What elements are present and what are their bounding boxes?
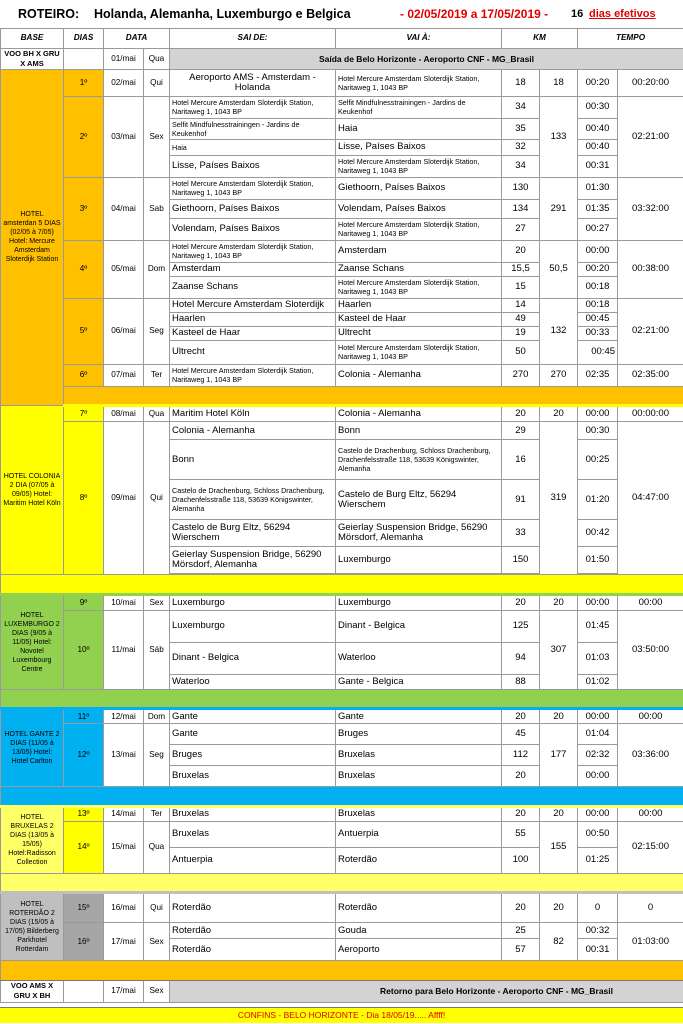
leg-time: 00:33 xyxy=(578,326,618,340)
leg-km: 14 xyxy=(502,298,540,312)
day-number: 12º xyxy=(64,724,104,787)
leg-time: 02:35 xyxy=(578,364,618,386)
day-km: 307 xyxy=(540,610,578,689)
base-amsterdam: HOTEL amsterdan 5 DIAS (02/05 à 7/05) Hotel: Mercure Amsterdam Sloterdijk Station xyxy=(1,69,64,406)
leg-km: 45 xyxy=(502,724,540,745)
leg-from: Geierlay Suspension Bridge, 56290 Mörsdorf, Alemanha xyxy=(170,547,336,574)
table-row xyxy=(1,69,683,96)
leg-from: Bruxelas xyxy=(170,821,336,847)
leg-to: Bruges xyxy=(336,724,502,745)
day-km: 155 xyxy=(540,821,578,873)
table-row xyxy=(1,298,683,312)
base-luxemburgo: HOTEL LUXEMBURGO 2 DIAS (9/05 à 11/05) Hotel: Novotel Luxembourg Centre xyxy=(1,594,64,689)
day-date: 15/mai xyxy=(104,821,144,873)
leg-to: Dinant - Belgica xyxy=(336,610,502,642)
day-time: 00:00 xyxy=(618,806,683,821)
leg-from: Luxemburgo xyxy=(170,610,336,642)
leg-time: 01:35 xyxy=(578,199,618,218)
table-row xyxy=(1,177,683,199)
leg-to: Luxemburgo xyxy=(336,594,502,610)
leg-to: Aeroporto xyxy=(336,939,502,961)
header-tempo: TEMPO xyxy=(578,29,683,49)
day-date: 05/mai xyxy=(104,240,144,298)
leg-from: Hotel Mercure Amsterdam Sloterdijk Station, Naritaweg 1, 1043 BP xyxy=(170,177,336,199)
leg-from: Gante xyxy=(170,724,336,745)
page-title xyxy=(0,0,683,28)
day-dow: Ter xyxy=(144,364,170,386)
day-km: 20 xyxy=(540,806,578,821)
leg-time: 00:40 xyxy=(578,139,618,155)
separator xyxy=(1,575,683,595)
table-row xyxy=(1,923,683,939)
leg-from: Bonn xyxy=(170,440,336,480)
leg-to: Kasteel de Haar xyxy=(336,312,502,326)
flight-out-dow: Qua xyxy=(144,48,170,69)
leg-from: Kasteel de Haar xyxy=(170,326,336,340)
day-time: 00:20:00 xyxy=(618,69,683,96)
leg-km: 270 xyxy=(502,364,540,386)
leg-time: 01:20 xyxy=(578,480,618,520)
leg-km: 91 xyxy=(502,480,540,520)
table-row xyxy=(1,724,683,745)
day-number: 16º xyxy=(64,923,104,961)
base-gante: HOTEL GANTE 2 DIAS (11/05 à 13/05) Hotel: Hotel Carlton xyxy=(1,709,64,787)
table-row xyxy=(1,806,683,821)
leg-time: 00:30 xyxy=(578,422,618,440)
leg-to: Colonia - Alemanha xyxy=(336,406,502,422)
leg-to: Bruxelas xyxy=(336,806,502,821)
day-date: 10/mai xyxy=(104,594,144,610)
leg-to: Hotel Mercure Amsterdam Sloterdijk Station, Naritaweg 1, 1043 BP xyxy=(336,340,502,364)
leg-from: Castelo de Burg Eltz, 56294 Wierschem xyxy=(170,520,336,547)
leg-to: Castelo de Drachenburg, Schloss Drachenburg, Drachenfelsstraße 118, 53639 Königswinter, Alemanha xyxy=(336,440,502,480)
leg-from: Dinant - Belgica xyxy=(170,642,336,674)
leg-to: Gouda xyxy=(336,923,502,939)
leg-to: Hotel Mercure Amsterdam Sloterdijk Station, Naritaweg 1, 1043 BP xyxy=(336,218,502,240)
day-number: 8º xyxy=(64,422,104,575)
leg-km: 15,5 xyxy=(502,262,540,276)
leg-km: 18 xyxy=(502,69,540,96)
day-dow: Dom xyxy=(144,240,170,298)
day-time: 00:00:00 xyxy=(618,406,683,422)
leg-from: Amsterdam xyxy=(170,262,336,276)
leg-to: Selfit Mindfulnesstrainingen - Jardins de Keukenhof xyxy=(336,96,502,118)
day-number: 13º xyxy=(64,806,104,821)
leg-km: 20 xyxy=(502,240,540,262)
leg-time: 00:40 xyxy=(578,118,618,139)
day-dow: Sab xyxy=(144,177,170,240)
leg-time: 01:25 xyxy=(578,847,618,873)
footer-banner: CONFINS - BELO HORIZONTE - Dia 18/05/19..... Affff! xyxy=(0,1007,683,1023)
day-time: 04:47:00 xyxy=(618,422,683,575)
day-km: 82 xyxy=(540,923,578,961)
day-km: 20 xyxy=(540,893,578,923)
day-date: 08/mai xyxy=(104,406,144,422)
table-row xyxy=(1,240,683,262)
day-date: 03/mai xyxy=(104,96,144,177)
day-number: 14º xyxy=(64,821,104,873)
leg-to: Luxemburgo xyxy=(336,547,502,574)
day-km: 132 xyxy=(540,298,578,364)
leg-km: 88 xyxy=(502,674,540,689)
day-dow: Qua xyxy=(144,406,170,422)
day-dow: Seg xyxy=(144,298,170,364)
leg-km: 134 xyxy=(502,199,540,218)
base-roterdao: HOTEL ROTERDÃO 2 DIAS (15/05 à 17/05) Bilderberg Parkhotel Rotterdam xyxy=(1,893,64,961)
leg-from: Bruxelas xyxy=(170,806,336,821)
day-km: 177 xyxy=(540,724,578,787)
leg-from: Lisse, Países Baixos xyxy=(170,155,336,177)
day-dow: Sex xyxy=(144,96,170,177)
separator xyxy=(1,961,683,981)
day-date: 14/mai xyxy=(104,806,144,821)
leg-from: Colonia - Alemanha xyxy=(170,422,336,440)
leg-from: Antuerpia xyxy=(170,847,336,873)
leg-to: Roterdão xyxy=(336,893,502,923)
day-km: 133 xyxy=(540,96,578,177)
day-time: 00:00 xyxy=(618,709,683,724)
leg-from: Roterdão xyxy=(170,939,336,961)
day-number: 10º xyxy=(64,610,104,689)
leg-to: Waterloo xyxy=(336,642,502,674)
day-km: 291 xyxy=(540,177,578,240)
day-km: 319 xyxy=(540,422,578,575)
leg-from: Giethoorn, Países Baixos xyxy=(170,199,336,218)
day-time: 0 xyxy=(618,893,683,923)
day-dow: Sex xyxy=(144,594,170,610)
leg-to: Amsterdam xyxy=(336,240,502,262)
leg-km: 20 xyxy=(502,806,540,821)
day-dow: Sáb xyxy=(144,610,170,689)
leg-from: Hotel Mercure Amsterdam Sloterdijk Station, Naritaweg 1, 1043 BP xyxy=(170,364,336,386)
leg-from: Roterdão xyxy=(170,893,336,923)
leg-from: Hotel Mercure Amsterdam Sloterdijk Station, Naritaweg 1, 1043 BP xyxy=(170,96,336,118)
day-km: 50,5 xyxy=(540,240,578,298)
leg-km: 150 xyxy=(502,547,540,574)
leg-to: Gante xyxy=(336,709,502,724)
separator xyxy=(1,386,683,406)
leg-km: 32 xyxy=(502,139,540,155)
leg-to: Hotel Mercure Amsterdam Sloterdijk Station, Naritaweg 1, 1043 BP xyxy=(336,155,502,177)
table-row xyxy=(1,610,683,642)
day-time: 00:38:00 xyxy=(618,240,683,298)
day-date: 13/mai xyxy=(104,724,144,787)
day-time: 00:00 xyxy=(618,594,683,610)
leg-time: 00:18 xyxy=(578,276,618,298)
header-dias: DIAS xyxy=(64,29,104,49)
separator xyxy=(1,689,683,709)
title-days-label: dias efetivos xyxy=(589,8,656,20)
day-dow: Qui xyxy=(144,69,170,96)
table-row xyxy=(1,422,683,440)
leg-time: 00:32 xyxy=(578,923,618,939)
table-row xyxy=(1,364,683,386)
table-row xyxy=(1,406,683,422)
day-date: 07/mai xyxy=(104,364,144,386)
day-dow: Ter xyxy=(144,806,170,821)
day-time: 02:35:00 xyxy=(618,364,683,386)
leg-from: Haia xyxy=(170,139,336,155)
table-row xyxy=(1,96,683,118)
leg-km: 34 xyxy=(502,96,540,118)
leg-to: Antuerpia xyxy=(336,821,502,847)
leg-to: Hotel Mercure Amsterdam Sloterdijk Station, Naritaweg 1, 1043 BP xyxy=(336,276,502,298)
header-base: BASE xyxy=(1,29,64,49)
flight-back-date: 17/mai xyxy=(104,980,144,1002)
separator xyxy=(1,873,683,893)
leg-km: 27 xyxy=(502,218,540,240)
leg-time: 00:00 xyxy=(578,240,618,262)
leg-time: 00:45 xyxy=(578,340,618,364)
leg-time: 00:25 xyxy=(578,440,618,480)
flight-out-date: 01/mai xyxy=(104,48,144,69)
leg-from: Bruges xyxy=(170,745,336,766)
leg-from: Selfit Mindfulnesstrainingen - Jardins de Keukenhof xyxy=(170,118,336,139)
leg-km: 33 xyxy=(502,520,540,547)
day-date: 12/mai xyxy=(104,709,144,724)
leg-to: Gante - Belgica xyxy=(336,674,502,689)
day-date: 11/mai xyxy=(104,610,144,689)
leg-km: 130 xyxy=(502,177,540,199)
day-time: 02:21:00 xyxy=(618,96,683,177)
leg-from: Ultrecht xyxy=(170,340,336,364)
leg-time: 01:30 xyxy=(578,177,618,199)
leg-time: 0 xyxy=(578,893,618,923)
day-number: 1º xyxy=(64,69,104,96)
leg-time: 01:04 xyxy=(578,724,618,745)
day-date: 06/mai xyxy=(104,298,144,364)
day-time: 03:32:00 xyxy=(618,177,683,240)
leg-km: 25 xyxy=(502,923,540,939)
leg-to: Geierlay Suspension Bridge, 56290 Mörsdorf, Alemanha xyxy=(336,520,502,547)
leg-time: 00:50 xyxy=(578,821,618,847)
leg-from: Haarlen xyxy=(170,312,336,326)
leg-km: 16 xyxy=(502,440,540,480)
leg-to: Hotel Mercure Amsterdam Sloterdijk Station, Naritaweg 1, 1043 BP xyxy=(336,69,502,96)
leg-km: 50 xyxy=(502,340,540,364)
leg-from: Maritim Hotel Köln xyxy=(170,406,336,422)
leg-from: Volendam, Países Baixos xyxy=(170,218,336,240)
leg-time: 00:00 xyxy=(578,806,618,821)
day-date: 16/mai xyxy=(104,893,144,923)
day-number: 3º xyxy=(64,177,104,240)
title-route: Holanda, Alemanha, Luxemburgo e Belgica xyxy=(94,7,351,21)
leg-km: 29 xyxy=(502,422,540,440)
day-number: 5º xyxy=(64,298,104,364)
day-number: 4º xyxy=(64,240,104,298)
leg-km: 57 xyxy=(502,939,540,961)
leg-km: 15 xyxy=(502,276,540,298)
flight-back-text: Retorno para Belo Horizonte - Aeroporto CNF - MG_Brasil xyxy=(170,980,683,1002)
leg-km: 34 xyxy=(502,155,540,177)
leg-km: 19 xyxy=(502,326,540,340)
day-km: 270 xyxy=(540,364,578,386)
leg-from: Hotel Mercure Amsterdam Sloterdijk Station, Naritaweg 1, 1043 BP xyxy=(170,240,336,262)
day-time: 01:03:00 xyxy=(618,923,683,961)
day-date: 09/mai xyxy=(104,422,144,575)
flight-out-text: Saída de Belo Horizonte - Aeroporto CNF - MG_Brasil xyxy=(170,48,683,69)
leg-from: Aeroporto AMS - Amsterdam - Holanda xyxy=(170,69,336,96)
leg-km: 100 xyxy=(502,847,540,873)
leg-km: 94 xyxy=(502,642,540,674)
separator xyxy=(1,787,683,807)
itinerary-table xyxy=(0,28,683,1003)
leg-time: 00:00 xyxy=(578,766,618,787)
base-colonia: HOTEL COLONIA 2 DIA (07/05 à 09/05) Hotel: Maritim Hotel Köln xyxy=(1,406,64,575)
day-dow: Sex xyxy=(144,923,170,961)
day-km: 18 xyxy=(540,69,578,96)
leg-from: Zaanse Schans xyxy=(170,276,336,298)
leg-to: Bruxelas xyxy=(336,745,502,766)
table-row xyxy=(1,594,683,610)
leg-time: 00:45 xyxy=(578,312,618,326)
day-dow: Qua xyxy=(144,821,170,873)
table-row xyxy=(1,821,683,847)
flight-back-row xyxy=(1,980,683,1002)
day-time: 02:21:00 xyxy=(618,298,683,364)
day-dow: Qui xyxy=(144,893,170,923)
day-date: 02/mai xyxy=(104,69,144,96)
leg-from: Hotel Mercure Amsterdam Sloterdijk xyxy=(170,298,336,312)
leg-time: 00:18 xyxy=(578,298,618,312)
flight-back-dow: Sex xyxy=(144,980,170,1002)
leg-time: 00:00 xyxy=(578,709,618,724)
leg-time: 00:30 xyxy=(578,96,618,118)
leg-to: Lisse, Países Baixos xyxy=(336,139,502,155)
leg-to: Castelo de Burg Eltz, 56294 Wierschem xyxy=(336,480,502,520)
flight-out-row xyxy=(1,48,683,69)
leg-to: Haia xyxy=(336,118,502,139)
table-row xyxy=(1,709,683,724)
leg-to: Haarlen xyxy=(336,298,502,312)
day-date: 04/mai xyxy=(104,177,144,240)
leg-to: Roterdão xyxy=(336,847,502,873)
leg-km: 49 xyxy=(502,312,540,326)
leg-from: Bruxelas xyxy=(170,766,336,787)
leg-time: 01:03 xyxy=(578,642,618,674)
leg-time: 00:20 xyxy=(578,69,618,96)
leg-time: 00:42 xyxy=(578,520,618,547)
header-data: DATA xyxy=(104,29,170,49)
leg-km: 20 xyxy=(502,406,540,422)
leg-time: 00:27 xyxy=(578,218,618,240)
day-date: 17/mai xyxy=(104,923,144,961)
day-number: 11º xyxy=(64,709,104,724)
header-vai-a: VAI À: xyxy=(336,29,502,49)
leg-to: Zaanse Schans xyxy=(336,262,502,276)
leg-to: Giethoorn, Países Baixos xyxy=(336,177,502,199)
leg-km: 20 xyxy=(502,594,540,610)
leg-time: 01:50 xyxy=(578,547,618,574)
day-dow: Dom xyxy=(144,709,170,724)
header-row xyxy=(1,29,683,49)
leg-to: Bonn xyxy=(336,422,502,440)
day-number: 7º xyxy=(64,406,104,422)
leg-time: 00:31 xyxy=(578,155,618,177)
leg-time: 00:00 xyxy=(578,406,618,422)
leg-km: 55 xyxy=(502,821,540,847)
day-km: 20 xyxy=(540,709,578,724)
day-number: 9º xyxy=(64,594,104,610)
leg-km: 20 xyxy=(502,766,540,787)
leg-time: 00:31 xyxy=(578,939,618,961)
day-km: 20 xyxy=(540,594,578,610)
leg-to: Volendam, Países Baixos xyxy=(336,199,502,218)
title-count: 16 xyxy=(571,8,584,20)
day-time: 02:15:00 xyxy=(618,821,683,873)
flight-back-base: VOO AMS X GRU X BH xyxy=(1,980,64,1002)
leg-km: 20 xyxy=(502,709,540,724)
table-row xyxy=(1,893,683,923)
leg-time: 00:20 xyxy=(578,262,618,276)
header-km: KM xyxy=(502,29,578,49)
leg-from: Castelo de Drachenburg, Schloss Drachenburg, Drachenfelsstraße 118, 53639 Königswinter, Alemanha xyxy=(170,480,336,520)
leg-km: 20 xyxy=(502,893,540,923)
leg-km: 125 xyxy=(502,610,540,642)
leg-km: 112 xyxy=(502,745,540,766)
leg-to: Ultrecht xyxy=(336,326,502,340)
leg-to: Colonia - Alemanha xyxy=(336,364,502,386)
title-prefix: ROTEIRO: xyxy=(18,7,80,21)
day-number: 6º xyxy=(64,364,104,386)
base-bruxelas: HOTEL BRUXELAS 2 DIAS (13/05 à 15/05) Hotel:Radisson Collection xyxy=(1,806,64,873)
leg-from: Roterdão xyxy=(170,923,336,939)
day-number: 2º xyxy=(64,96,104,177)
flight-out-base: VOO BH X GRU X AMS xyxy=(1,48,64,69)
day-km: 20 xyxy=(540,406,578,422)
leg-time: 01:02 xyxy=(578,674,618,689)
leg-km: 35 xyxy=(502,118,540,139)
leg-from: Gante xyxy=(170,709,336,724)
leg-from: Waterloo xyxy=(170,674,336,689)
leg-from: Luxemburgo xyxy=(170,594,336,610)
title-dates: - 02/05/2019 a 17/05/2019 - xyxy=(400,7,549,21)
header-sai-de: SAI DE: xyxy=(170,29,336,49)
day-number: 15º xyxy=(64,893,104,923)
leg-time: 00:00 xyxy=(578,594,618,610)
day-time: 03:50:00 xyxy=(618,610,683,689)
leg-time: 01:45 xyxy=(578,610,618,642)
day-dow: Seg xyxy=(144,724,170,787)
day-dow: Qui xyxy=(144,422,170,575)
day-time: 03:36:00 xyxy=(618,724,683,787)
leg-to: Bruxelas xyxy=(336,766,502,787)
leg-time: 02:32 xyxy=(578,745,618,766)
